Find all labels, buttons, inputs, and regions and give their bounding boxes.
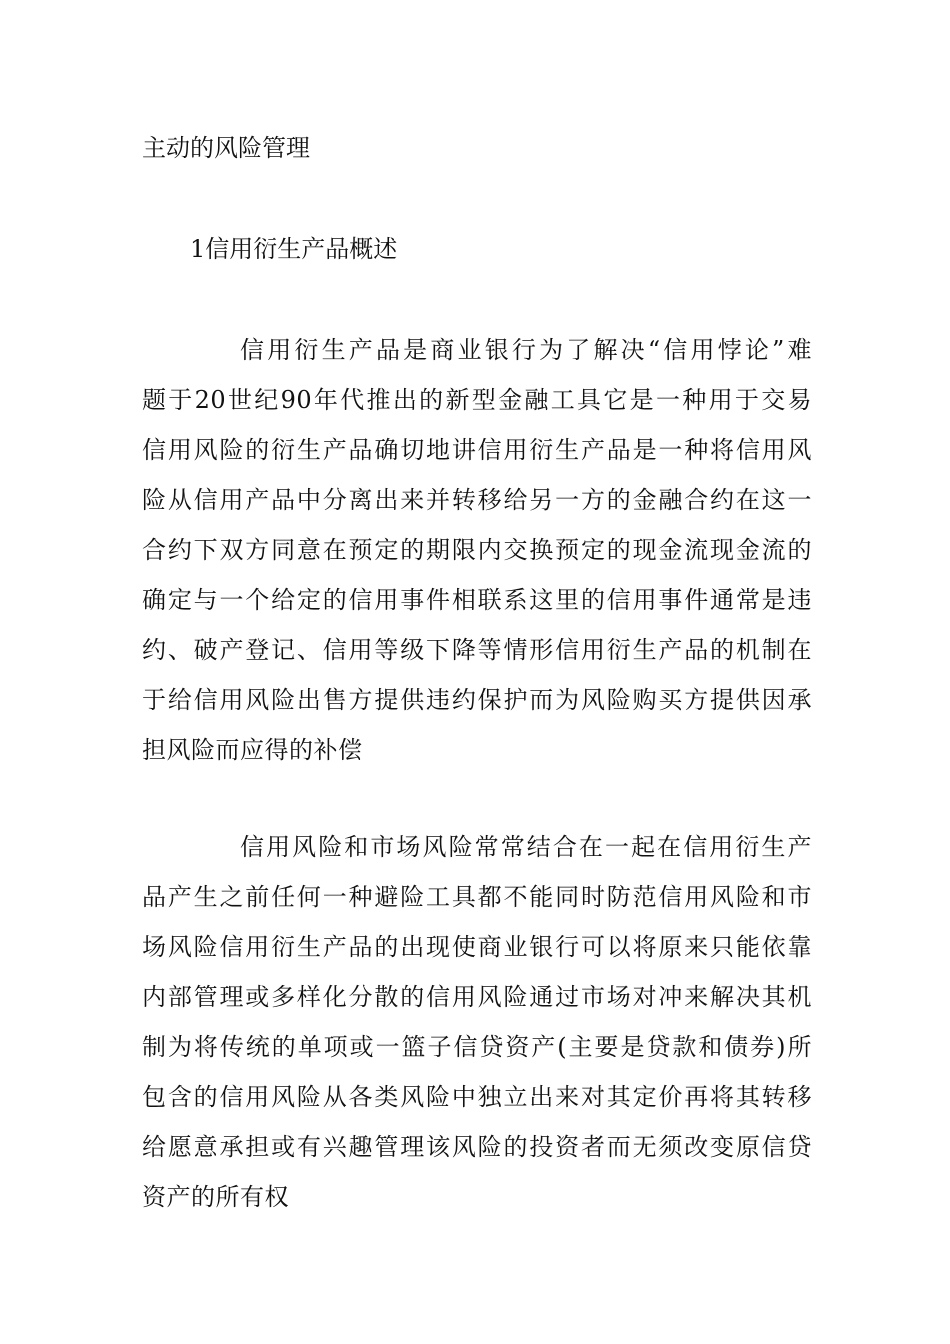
paragraph-line: 资产的所有权 [142, 1183, 289, 1211]
subsection-title: 1信用衍生产品概述 [190, 235, 398, 263]
paragraph-line: 于给信用风险出售方提供违约保护而为风险购买方提供因承 [142, 686, 812, 714]
paragraph-line: 约、破产登记、信用等级下降等情形信用衍生产品的机制在 [142, 636, 812, 664]
paragraph-line: 包含的信用风险从各类风险中独立出来对其定价再将其转移 [142, 1083, 812, 1111]
paragraph-line: 确定与一个给定的信用事件相联系这里的信用事件通常是违 [142, 586, 812, 614]
paragraph-line: 题于20世纪90年代推出的新型金融工具它是一种用于交易 [142, 386, 812, 414]
paragraph-line: 信用风险和市场风险常常结合在一起在信用衍生产 [240, 833, 812, 861]
section-title: 主动的风险管理 [142, 134, 310, 162]
paragraph-line: 担风险而应得的补偿 [142, 736, 363, 764]
paragraph-line: 信用衍生产品是商业银行为了解决“信用悖论”难 [240, 336, 812, 364]
paragraph-line: 给愿意承担或有兴趣管理该风险的投资者而无须改变原信贷 [142, 1133, 812, 1161]
paragraph-line: 合约下双方同意在预定的期限内交换预定的现金流现金流的 [142, 536, 812, 564]
paragraph-line: 品产生之前任何一种避险工具都不能同时防范信用风险和市 [142, 883, 812, 911]
paragraph-credit-and-market-risk [142, 822, 812, 1222]
paragraph-line: 内部管理或多样化分散的信用风险通过市场对冲来解决其机 [142, 983, 812, 1011]
paragraph-line: 险从信用产品中分离出来并转移给另一方的金融合约在这一 [142, 486, 812, 514]
paragraph-line: 信用风险的衍生产品确切地讲信用衍生产品是一种将信用风 [142, 436, 812, 464]
paragraph-line: 场风险信用衍生产品的出现使商业银行可以将原来只能依靠 [142, 933, 812, 961]
paragraph-credit-derivatives-definition [142, 325, 812, 775]
paragraph-line: 制为将传统的单项或一篮子信贷资产(主要是贷款和债券)所 [142, 1033, 812, 1061]
